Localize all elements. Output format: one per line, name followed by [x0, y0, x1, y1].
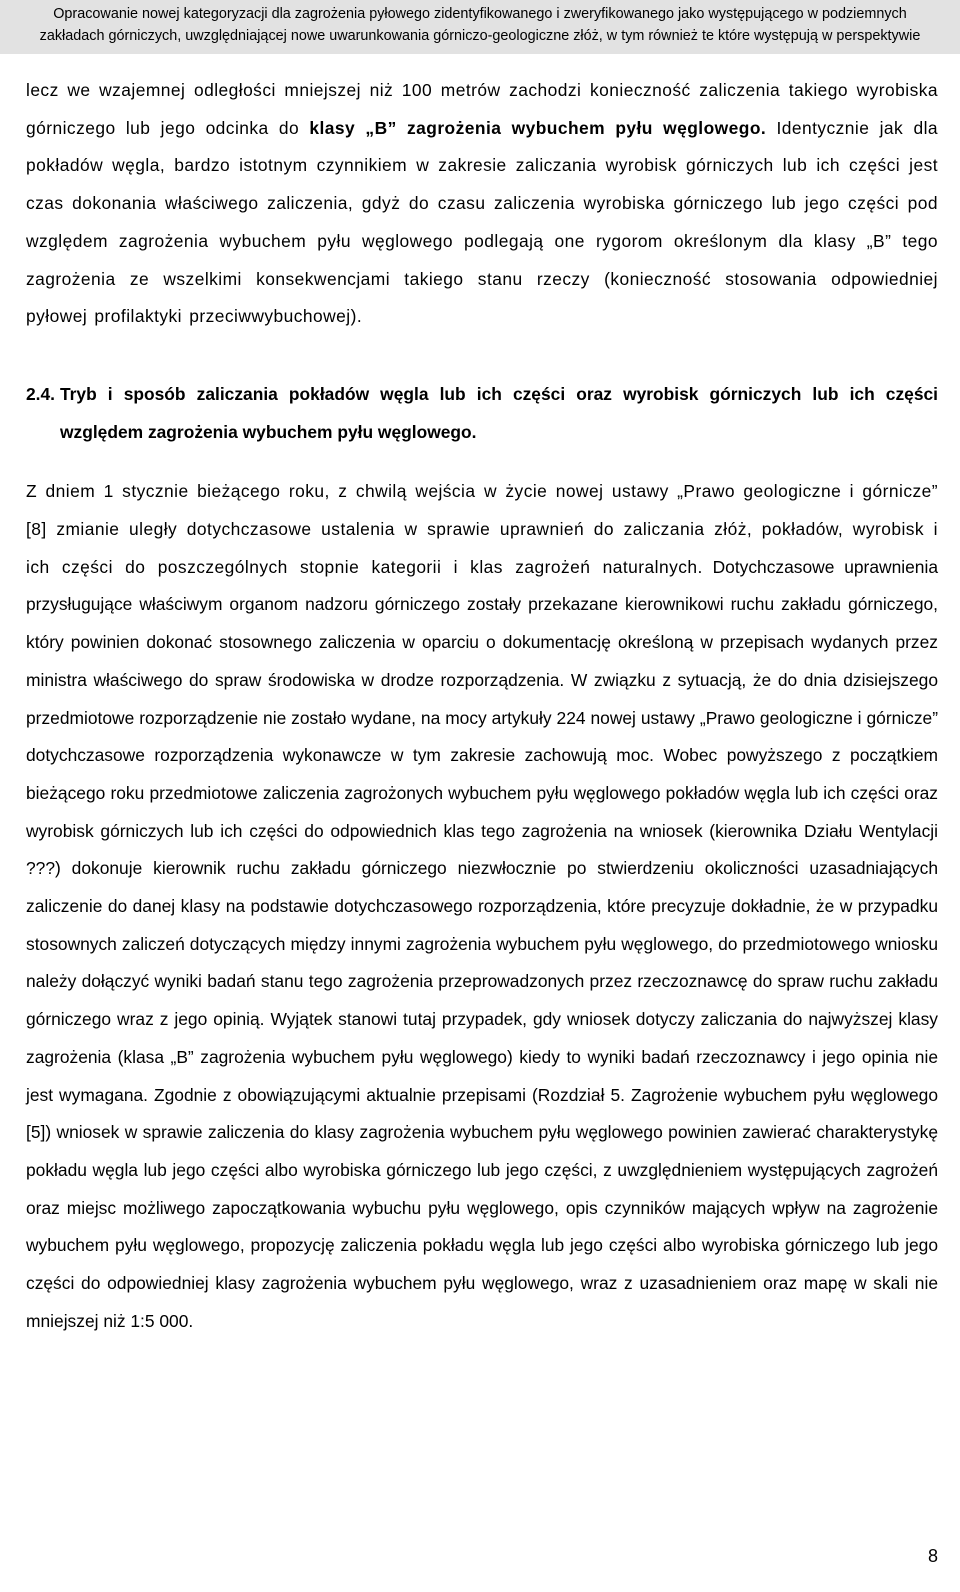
- page-content: [0, 72, 960, 1341]
- intro-bold-text: klasy „B” zagrożenia wybuchem pyłu węglowego.: [309, 117, 767, 138]
- running-header-line-2: zakładach górniczych, uwzględniającej nowe uwarunkowania górniczo-geologiczne złóż, w tym również te które występują w perspektywie: [39, 28, 921, 44]
- body-lead: Z dniem 1 stycznie bieżącego roku, z chwilą wejścia w życie nowej ustawy „Prawo geologiczne i górnicze” [8] zmianie uległy dotychczasowe ustalenia w sprawie uprawnień do zaliczania złóż, pokładów, wyrobisk i ich części do poszczególnych stopnie kategorii i klas zagrożeń naturalnych.: [26, 481, 938, 577]
- section-heading: [26, 376, 938, 451]
- section-number: 2.4.: [26, 383, 56, 404]
- section-title: Tryb i sposób zaliczania pokładów węgla lub ich części oraz wyrobisk górniczych lub ich części względem zagrożenia wybuchem pyłu węglowego.: [60, 383, 938, 442]
- intro-text-end: Identycznie jak dla pokładów węgla, bardzo istotnym czynnikiem w zakresie zaliczania wyrobisk górniczych lub ich części jest czas dokonania właściwego zaliczenia, gdyż do czasu zaliczenia wyrobiska górniczego lub jego części pod względem zagrożenia wybuchem pyłu węglowego podlegają one rygorom określonym dla klasy „B” tego zagrożenia ze wszelkimi konsekwencjami takiego stanu rzeczy (konieczność stosowania odpowiedniej pyłowej profilaktyki przeciwwybuchowej).: [26, 117, 938, 327]
- running-header: [0, 0, 960, 54]
- running-header-line-1: Opracowanie nowej kategoryzacji dla zagrożenia pyłowego zidentyfikowanego i zweryfikowanego jako występującego w podziemnych: [53, 6, 907, 22]
- body-paragraph: [26, 473, 938, 1340]
- body-rest: Dotychczasowe uprawnienia przysługujące właściwym organom nadzoru górniczego zostały przekazane kierownikowi ruchu zakładu górniczego, który powinien dokonać stosownego zaliczenia w oparciu o dokumentację określoną w przepisach wydanych przez ministra właściwego do spraw środowiska w drodze rozporządzenia. W związku z sytuacją, że do dnia dzisiejszego przedmiotowe rozporządzenie nie zostało wydane, na mocy artykuły 224 nowej ustawy „Prawo geologiczne i górnicze” dotychczasowe rozporządzenia wykonawcze w tym zakresie zachowują moc. Wobec powyższego z początkiem bieżącego roku przedmiotowe zaliczenia zagrożonych wybuchem pyłu węglowego pokładów węgla lub ich części oraz wyrobisk górniczych lub ich części do odpowiednich klas tego zagrożenia na wniosek (kierownika Działu Wentylacji ???) dokonuje kierownik ruchu zakładu górniczego niezwłocznie po stwierdzeniu okoliczności uzasadniających zaliczenie do danej klasy na podstawie dotychczasowego rozporządzenia, które precyzuje dokładnie, że w przypadku stosownych zaliczeń dotyczących między innymi zagrożenia wybuchem pyłu węglowego, do przedmiotowego wniosku należy dołączyć wyniki badań stanu tego zagrożenia przeprowadzonych przez rzeczoznawcę do spraw ruchu zakładu górniczego wraz z jego opinią. Wyjątek stanowi tutaj przypadek, gdy wniosek dotyczy zaliczania do najwyższej klasy zagrożenia (klasa „B” zagrożenia wybuchem pyłu węglowego) kiedy to wyniki badań rzeczoznawcy i jego opinia nie jest wymagana. Zgodnie z obowiązującymi aktualnie przepisami (Rozdział 5. Zagrożenie wybuchem pyłu węglowego [5]) wniosek w sprawie zaliczenia do klasy zagrożenia wybuchem pyłu węglowego powinien zawierać charakterystykę pokładu węgla lub jego części albo wyrobiska górniczego lub jego części, z uwzględnieniem występujących zagrożeń oraz miejsc możliwego zapoczątkowania wybuchu pyłu węglowego, opis czynników mających wpływ na zagrożenie wybuchem pyłu węglowego, propozycję zaliczenia pokładu węgla lub jego części albo wyrobiska górniczego lub jego części do odpowiedniej klasy zagrożenia wybuchem pyłu węglowego, wraz z uzasadnieniem oraz mapę w skali nie mniejszej niż 1:5 000.: [26, 556, 938, 1331]
- intro-text-start: lecz we wzajemnej odległości mniejszej niż 100 metrów zachodzi konieczność zaliczenia takiego wyrobiska górniczego lub jego odcinka do: [26, 80, 938, 138]
- intro-paragraph: [26, 72, 938, 336]
- page-number: 8: [927, 1546, 938, 1566]
